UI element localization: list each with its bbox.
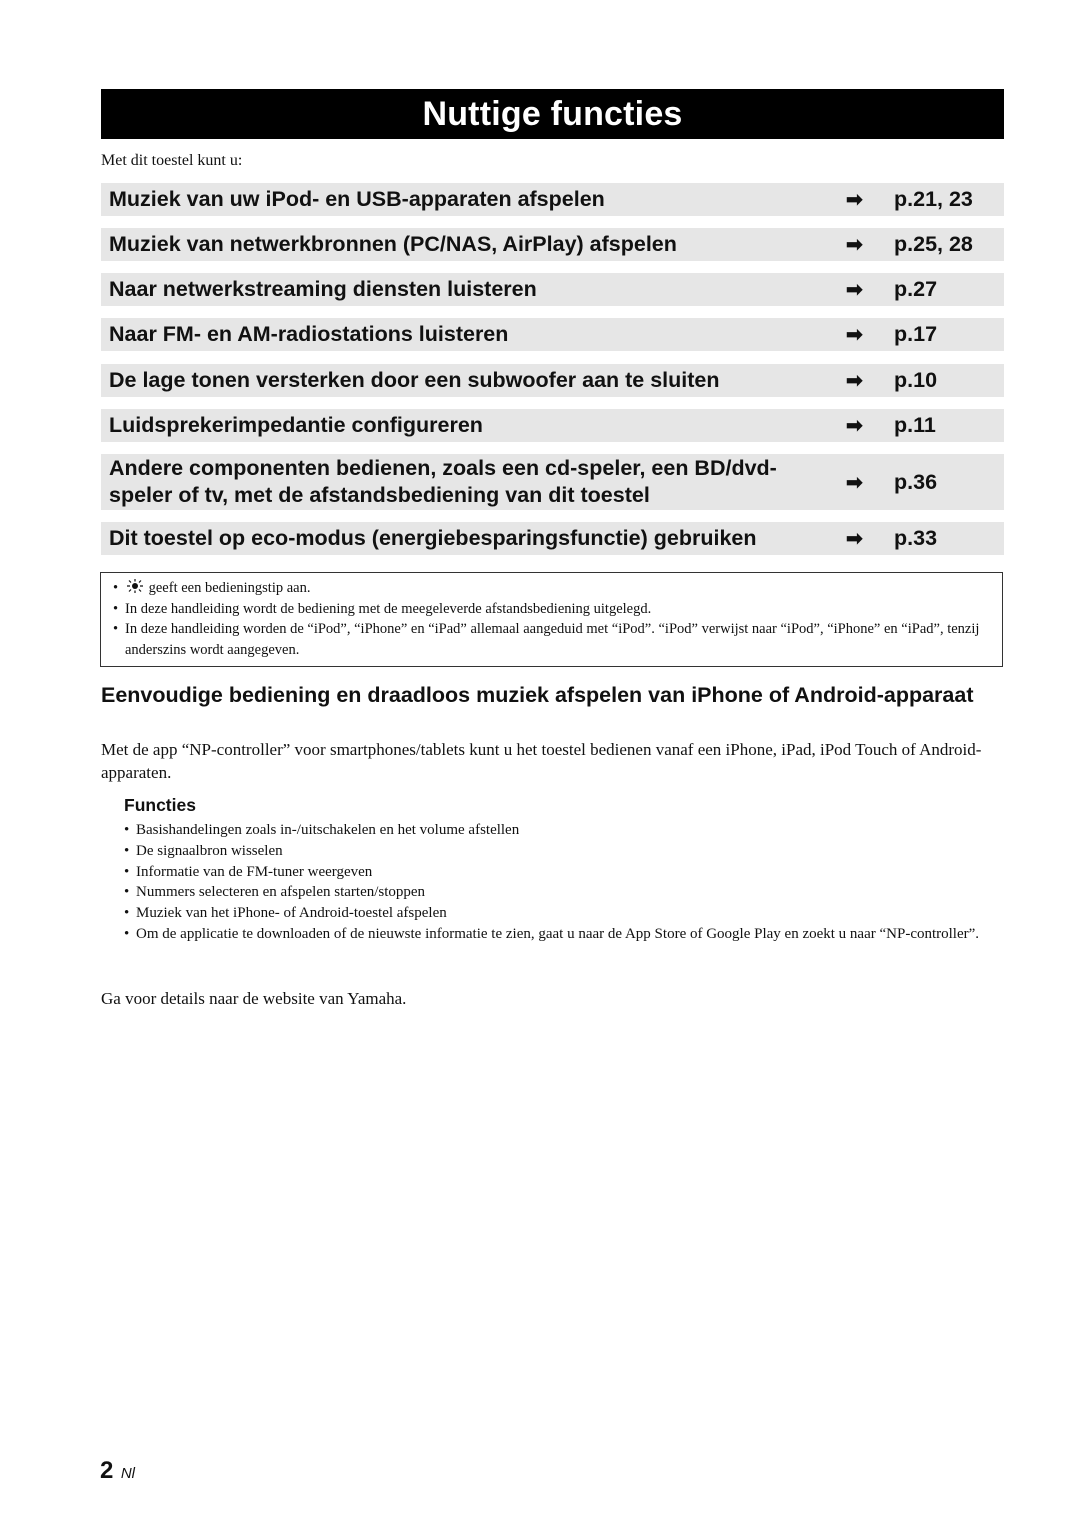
feature-row (101, 228, 1004, 261)
feature-row (101, 183, 1004, 216)
feature-row (101, 522, 1004, 555)
feature-label: Luidsprekerimpedantie configureren (109, 413, 483, 437)
arrow-right-icon: ➡ (846, 189, 863, 211)
page-reference: p.21, 23 (894, 187, 973, 211)
feature-label: De lage tonen versterken door een subwoofer aan te sluiten (109, 368, 720, 392)
feature-label: Muziek van uw iPod- en USB-apparaten afspelen (109, 187, 605, 211)
page-number: 2 (100, 1457, 114, 1484)
list-item: • Om de applicatie te downloaden of de nieuwste informatie te zien, gaat u naar de App Store of Google Play en zoekt u naar “NP-controller”. (124, 924, 984, 945)
intro-text: Met dit toestel kunt u: (101, 152, 243, 169)
arrow-right-icon: ➡ (846, 279, 863, 301)
list-item: • In deze handleiding wordt de bediening met de meegeleverde afstandsbediening uitgelegd. (113, 599, 994, 620)
page-reference: p.27 (894, 277, 938, 301)
notes-box (100, 572, 1003, 667)
page-reference: p.36 (894, 469, 938, 494)
language-code: Nl (120, 1465, 135, 1482)
notes-list (113, 578, 994, 660)
arrow-right-icon: ➡ (846, 234, 863, 256)
lightbulb-icon (125, 579, 145, 593)
page-title-banner (101, 89, 1004, 139)
feature-row (101, 273, 1004, 306)
functions-list (124, 820, 984, 945)
functions-heading: Functies (124, 795, 196, 815)
list-item: • Muziek van het iPhone- of Android-toestel afspelen (124, 903, 984, 924)
list-item: • Informatie van de FM-tuner weergeven (124, 862, 984, 883)
page-reference: p.25, 28 (894, 232, 973, 256)
page-footer (100, 1457, 135, 1485)
arrow-right-icon: ➡ (846, 528, 863, 550)
closing-text: Ga voor details naar de website van Yamaha. (101, 989, 407, 1008)
section-heading: Eenvoudige bediening en draadloos muziek afspelen van iPhone of Android-apparaat (101, 683, 974, 707)
feature-row (101, 318, 1004, 351)
feature-row (101, 454, 1004, 510)
page-reference: p.11 (894, 413, 936, 437)
list-item: • Nummers selecteren en afspelen starten/stoppen (124, 882, 984, 903)
feature-label: Naar FM- en AM-radiostations luisteren (109, 322, 509, 346)
feature-label: Dit toestel op eco-modus (energiebesparingsfunctie) gebruiken (109, 526, 757, 550)
section-paragraph: Met de app “NP-controller” voor smartphones/tablets kunt u het toestel bedienen vanaf een iPhone, iPad, iPod Touch of Android-apparaten. (101, 740, 982, 782)
arrow-right-icon: ➡ (846, 415, 863, 437)
feature-label: Muziek van netwerkbronnen (PC/NAS, AirPlay) afspelen (109, 232, 677, 256)
page-reference: p.10 (894, 368, 938, 392)
feature-row (101, 409, 1004, 442)
list-item: • De signaalbron wisselen (124, 841, 984, 862)
arrow-right-icon: ➡ (846, 370, 863, 392)
feature-label: Andere componenten bedienen, zoals een cd-speler, een BD/dvd-speler of tv, met de afstandsbediening van dit toestel (109, 456, 777, 507)
page-title: Nuttige functies (422, 94, 683, 133)
page-reference: p.33 (894, 526, 938, 550)
arrow-right-icon: ➡ (846, 324, 863, 346)
list-item: • In deze handleiding worden de “iPod”, “iPhone” en “iPad” allemaal aangeduid met “iPod”. “iPod” verwijst naar “iPod”, “iPhone” en “iPad”, tenzij anderszins wordt aangegeven. (113, 619, 994, 660)
page-reference: p.17 (894, 322, 938, 346)
feature-label: Naar netwerkstreaming diensten luisteren (109, 277, 537, 301)
list-item: • Basishandelingen zoals in-/uitschakelen en het volume afstellen (124, 820, 984, 841)
list-item (113, 578, 994, 599)
arrow-right-icon: ➡ (846, 471, 863, 494)
feature-row (101, 364, 1004, 397)
tip-text: geeft een bedieningstip aan. (148, 580, 311, 596)
